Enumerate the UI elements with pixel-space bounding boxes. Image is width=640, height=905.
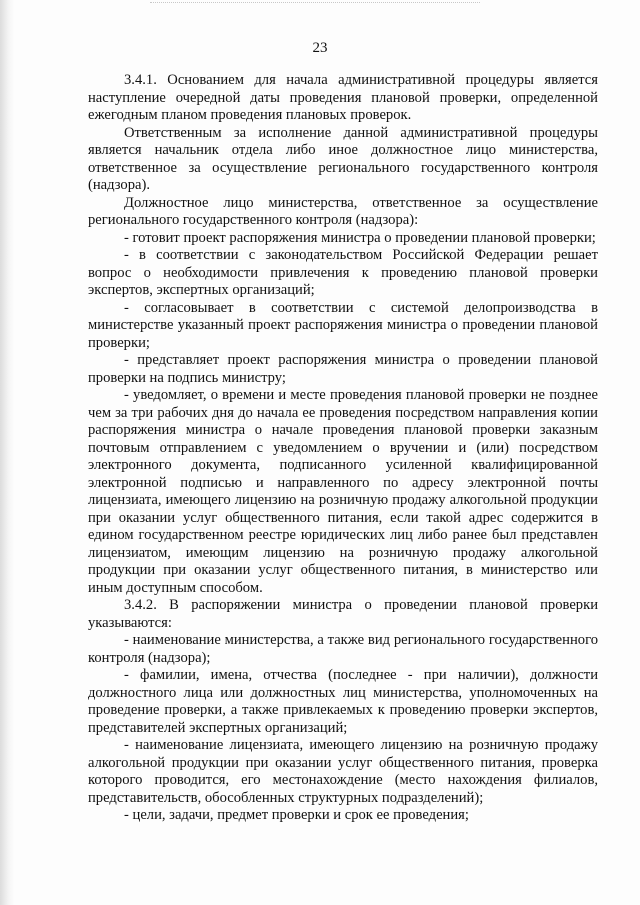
paragraph: Должностное лицо министерства, ответственное за осуществление регионального государственного контроля (надзора): [88,194,598,228]
page-number: 23 [312,40,328,56]
paragraph: - фамилии, имена, отчества (последнее - при наличии), должности должностного лица или должностных лиц министерства, уполномоченных на проведение проверки, а также привлекаемых к проведению проверки экспертов, представителей экспертных организаций; [88,667,598,736]
paragraph: - наименование лицензиата, имеющего лицензию на розничную продажу алкогольной продукции при оказании услуг общественного питания, проверка которого проводится, его местонахождение (место нахождения филиалов, представительств, обособленных структурных подразделений); [88,737,598,806]
paragraph: - готовит проект распоряжения министра о проведении плановой проверки; [124,229,596,246]
paragraph: - согласовывает в соответствии с системой делопроизводства в министерстве указанный проект распоряжения министра о проведении плановой проверки; [88,299,598,351]
paragraph: - наименование министерства, а также вид регионального государственного контроля (надзора); [88,632,598,666]
paragraph: - уведомляет, о времени и месте проведения плановой проверки не позднее чем за три рабочих дня до начала ее проведения посредством направления копии распоряжения министра о начале проведения плановой проверки заказным почтовым отправлением с уведомлением о вручении и (или) посредством электронного документа, подписанного усиленной квалифицированной электронной подписью и направленного по адресу электронной почты лицензиата, имеющего лицензию на розничную продажу алкогольной продукции при оказании услуг общественного питания, если такой адрес содержится в едином государственном реестре юридических лиц либо ранее был представлен лицензиатом, имеющим лицензию на розничную продажу алкогольной продукции при оказании услуг общественного питания, в министерство или иным доступным способом. [88,387,598,596]
document-body [88,72,598,825]
paragraph: 3.4.2. В распоряжении министра о проведении плановой проверки указываются: [88,597,598,631]
paragraph: - в соответствии с законодательством Российской Федерации решает вопрос о необходимости привлечения к проведению плановой проверки экспертов, экспертных организаций; [88,247,598,298]
paragraph: - представляет проект распоряжения министра о проведении плановой проверки на подпись министру; [88,352,598,386]
paragraph: - цели, задачи, предмет проверки и срок ее проведения; [124,807,469,823]
paragraph: 3.4.1. Основанием для начала административной процедуры является наступление очередной даты проведения плановой проверки, определенной ежегодным планом проведения плановых проверок. [88,72,598,123]
scan-artifact-top [150,2,480,6]
paragraph: Ответственным за исполнение данной административной процедуры является начальник отдела либо иное должностное лицо министерства, ответственное за осуществление регионального государственного контроля (надзора). [88,124,598,193]
scan-shadow-edge [0,0,14,905]
